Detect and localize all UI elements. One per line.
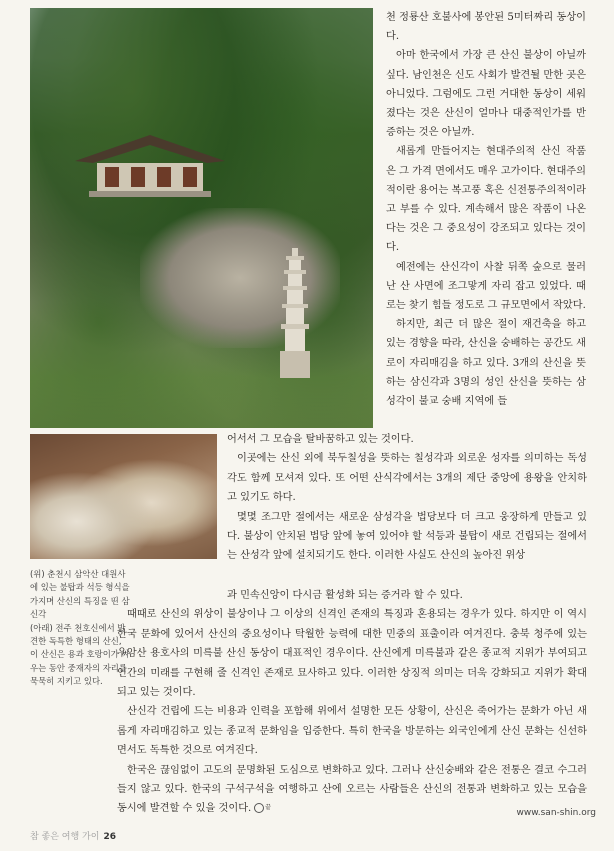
paragraph: 천 정룡산 호불사에 봉안된 5미터짜리 동상이다. [386, 12, 586, 43]
caption-top: (위) 춘천시 삼악산 대원사에 있는 불탑과 석등 형식을 가지며 산신의 특징을 띤 삼신각 [30, 569, 130, 620]
stone-pagoda [280, 248, 310, 378]
article-column [386, 8, 586, 411]
paragraph: 산신각 건립에 드는 비용과 인력을 포함해 위에서 설명한 모든 상황이, 산신은 죽어가는 문화가 아닌 새롭게 자리매김하고 있는 종교적 문화임을 입증한다. 특히 한국을 방문하는 외국인에게 산신 문화는 신선하면서도 독특한 것으로 여겨진다. [117, 706, 587, 757]
article-body-bottom [117, 586, 587, 819]
paragraph: 하지만, 최근 더 많은 절이 재건축을 하고 있는 경향을 따라, 산신을 숭배하는 공간도 새로이 자리매김을 하고 있다. 3개의 산신을 뜻하는 삼신각과 3명의 성인 산신을 뜻하는 삼성각이 불교 숭배 지역에 들 [386, 319, 586, 408]
paragraph: 몇몇 조그만 절에서는 새로운 삼성각을 법당보다 더 크고 웅장하게 만들고 있다. 불상이 안치된 법당 앞에 놓여 있어야 할 석등과 불탑이 새로 건립되는 절에서는 산성각 앞에 설치되기도 한다. 이러한 사실도 산신의 높아진 위상 [227, 511, 587, 562]
paragraph: 예전에는 산신각이 사찰 뒤쪽 숲으로 물러난 산 사면에 조그맣게 자리 잡고 있었다. 때로는 찾기 힘들 정도로 그 규모면에서 작았다. [386, 261, 586, 312]
caption-bottom: (아래) 전주 천호신에서 발견한 독특한 형태의 산신, 이 산신은 용과 호랑이가 싸우는 동안 중재자의 자리를 묵묵히 지키고 있다. [30, 622, 130, 687]
paragraph: 어서서 그 모습을 탈바꿈하고 있는 것이다. [227, 434, 414, 445]
magazine-name: 참 좋은 여행 가이 [30, 832, 100, 842]
paragraph: 이곳에는 산신 외에 북두칠성을 뜻하는 칠성각과 외로운 성자를 의미하는 독성각도 함께 모셔져 있다. 또 어떤 산식각에서는 3개의 제단 중앙에 용왕을 안치하고 있기도 하다. [227, 453, 587, 504]
photo-mountain-temple [30, 8, 373, 428]
paragraph: 아마 한국에서 가장 큰 산신 불상이 아닐까 싶다. 남인천은 신도 사회가 발견될 만한 곳은 아니었다. 그럼에도 그런 거대한 동상이 세워졌다는 것은 산신이 얼마나 대중적인가를 반증하는 것은 아닐까. [386, 50, 586, 139]
page-number: 26 [103, 832, 116, 842]
end-mark-icon: 끝 [254, 803, 264, 813]
paragraph: 새롭게 만들어지는 현대주의적 산신 작품은 그 가격 면에서도 매우 고가이다. 현대주의적이란 용어는 복고풍 혹은 신전통주의적이라고 부를 수 있다. 계속해서 많은 작품이 나온다는 것은 그 중요성이 강조되고 있다는 것이다. [386, 146, 586, 254]
rock-cliff [140, 208, 340, 348]
paragraph: 과 민속신앙이 다시금 활성화 되는 증거라 할 수 있다. [227, 590, 463, 601]
article-wide-text [227, 430, 587, 566]
photo-caption [30, 568, 130, 689]
page-footer [30, 829, 116, 842]
pavilion-shrine [75, 133, 225, 203]
photo-carved-stone-relief [30, 434, 217, 559]
paragraph-text: 한국은 끊임없이 고도의 문명화된 도심으로 변화하고 있다. 그러나 산신숭배와 같은 전통은 결코 수그러들지 않고 있다. 한국의 구석구석을 여행하고 산에 오르는 사람들은 산신의 전통과 변화하고 있는 모습을 동시에 발견할 수 있을 것이다. [117, 764, 587, 815]
website-url[interactable]: www.san-shin.org [516, 808, 596, 818]
paragraph: 때때로 산신의 위상이 불상이나 그 이상의 신격인 존재의 특징과 혼용되는 경우가 있다. 하지만 이 역시 한국 문화에 있어서 산신의 중요성이나 탁월한 능력에 대한 민중의 표출이라 여겨진다. 충북 청주에 있는 우암산 용호사의 미륵불 산신 동상이 대표적인 경우이다. 산신에게 미륵불과 같은 종교적 지위가 부여되고 인간의 미래를 구현해 줄 신격인 존재로 묘사하고 있다. 이러한 상징적 의미는 더욱 강화되고 지위가 확대되고 있는 것이다. [117, 609, 587, 699]
